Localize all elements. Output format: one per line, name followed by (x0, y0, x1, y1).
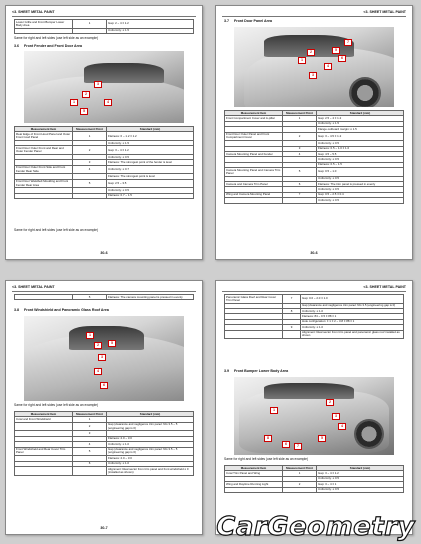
marker: 8 (264, 435, 272, 442)
cell-point: 6 (283, 182, 317, 187)
section-heading (224, 369, 404, 373)
manual-page-3 (5, 280, 203, 535)
top-table (14, 294, 194, 300)
measurement-table (14, 411, 194, 476)
cell-item (15, 193, 73, 198)
marker: 1 (270, 407, 278, 414)
car-window (84, 63, 164, 83)
top-table (14, 19, 194, 34)
marker: 3 (94, 81, 102, 88)
column-header: Measurement Point (283, 466, 317, 471)
cell-point: 2 (73, 146, 107, 155)
cell-point: 3 (73, 431, 107, 436)
marker: 5 (108, 340, 116, 347)
page-header: <3. SHEET METAL PAINT (222, 9, 406, 17)
cell-standard: Gap: 0.5 ~ 2.5 ± 0.4 (317, 192, 404, 197)
cell-standard: Flatness: 84 ~ 0.5 ± 88 ± 1 (301, 314, 404, 319)
column-header: Standard (mm) (107, 127, 194, 132)
cell-point: 3 (283, 146, 317, 151)
page-number: 30-6 (310, 251, 318, 255)
cell-standard: Alignment: Real sector from trim panel and front windshield ≤ 0 (installed as shown) (107, 466, 194, 475)
cell-point: 1 (283, 116, 317, 121)
marker: 1 (86, 332, 94, 339)
cell-point: 2 (73, 422, 107, 431)
cell-standard: Uniformity: ≤ 1.0 (107, 442, 194, 447)
marker: 4 (104, 99, 112, 106)
table-row (15, 466, 194, 475)
cell-standard: Gap: 3 ~ 4 ± 1 (317, 482, 404, 487)
page-header: <3. SHEET METAL PAINT (222, 284, 406, 292)
marker: 4 (94, 368, 102, 375)
cell-point: 2 (283, 132, 317, 141)
cell-point: 7 (283, 295, 301, 304)
cell-point: 1 (73, 20, 107, 29)
marker: 7 (294, 443, 302, 450)
table-row (225, 168, 404, 177)
cell-item: Rear Edge of Front Hood Panel and Outer Front Cowl Panel (15, 132, 73, 141)
cell-standard: Gap: 2.5 ~ 4 ± 1.2 (317, 116, 404, 121)
marker: 3 (98, 354, 106, 361)
marker: 5 (332, 47, 340, 54)
manual-page-4 (215, 280, 413, 535)
cell-standard: Hole configuration: ± 1 ± 2 ~ 3.8 ± 88 ± 1 (301, 319, 404, 324)
cell-point: 6 (73, 461, 107, 466)
note: Same for right and left sides (use left side as an example) (14, 36, 99, 40)
cell-standard: Uniformity: ≤ 0.5 (107, 154, 194, 159)
table-row (225, 132, 404, 141)
cell-item: Front Door Outer Front and Rear and Outer Fender Panel (15, 146, 73, 155)
cell-standard: Gap (clearance and negligence trim panel: NG 3.5 (engineering gap is 0) (301, 303, 404, 308)
cell-item: Lower Grille and Front Bumper Lower Body Area (15, 20, 73, 29)
cell-item: Wing and Daytime Running Light (225, 482, 283, 487)
cell-item: Front Door Outer Panel and Front Compartment Cover (225, 132, 283, 141)
cell-item: Camera Mounting Panel and Fender (225, 151, 283, 156)
section-title: Front Bumper Lower Body Area (234, 369, 289, 373)
marker: 2 (307, 49, 315, 56)
cell-standard: Uniformity: ≤ 0.7 (107, 165, 194, 174)
cell-standard: Flange outboard margin: ≤ 1.5 (317, 127, 404, 132)
section-title: Front Door Panel Area (234, 19, 273, 23)
cell-standard: Uniformity: ≤ 1.0 (107, 461, 194, 466)
cell-standard: Uniformity: ≤ 1.5 (107, 28, 194, 33)
cell-point: 1 (73, 417, 107, 422)
car-wheel (349, 77, 381, 107)
note: Same for right and left sides (use left side as an example) (224, 457, 309, 461)
cell-standard: Uniformity: ≤ 0.5 (317, 487, 404, 492)
marker: 6 (282, 441, 290, 448)
cell-standard: Flatness: The strongest point is level (107, 174, 194, 179)
marker: 6 (338, 55, 346, 62)
column-header: Measurement Item (225, 466, 283, 471)
measurement-table (14, 126, 194, 199)
cell-standard: Uniformity: ≤ 0.5 (107, 188, 194, 193)
table-row (15, 179, 194, 188)
cell-point: 4 (73, 442, 107, 447)
cell-standard: Flatness: 0 ~ 1.2 ± 1.2 (107, 132, 194, 141)
cell-standard: Flatness: 0.7 ~ 1.5 (107, 193, 194, 198)
manual-page-2 (215, 5, 413, 260)
cell-standard: Gap: 4.5 ~ 5.5 (317, 151, 404, 156)
page-header: <3. SHEET METAL PAINT (12, 284, 196, 292)
column-header: Measurement Point (73, 412, 107, 417)
cell-point: 5 (283, 168, 317, 177)
cell-standard: Uniformity: ≤ 0.5 (317, 176, 404, 181)
table-row (15, 146, 194, 155)
column-header: Measurement Point (73, 127, 107, 132)
cell-item: Camera Mounting Panel and Camera Trim Panel (225, 168, 283, 177)
page-number: 30-6 (100, 251, 108, 255)
cell-point: 7 (283, 192, 317, 197)
cell-point (283, 487, 317, 492)
column-header: Measurement Item (225, 111, 283, 116)
cell-item: Cowl Trim Panel and Wing (225, 471, 283, 476)
cell-standard: Gap: 2 ~ 4 ± 1.2 (107, 20, 194, 29)
cell-standard: Gap: 0.0 ~ 2.0 ± 1.0 (301, 295, 404, 304)
table-row (225, 330, 404, 339)
cell-standard: Uniformity: ≤ 1.5 (317, 121, 404, 126)
marker: 3 (309, 72, 317, 79)
measurement-table (224, 110, 404, 204)
cell-item (15, 28, 73, 33)
cell-item (15, 422, 73, 431)
column-header: Measurement Point (283, 111, 317, 116)
table-row (15, 422, 194, 431)
cell-standard: Gap: 3 ~ 4 ± 1.2 (317, 471, 404, 476)
cell-standard: Uniformity: ≤ 1.0 (301, 308, 404, 313)
cell-item: Front Compartment Cover and A-pillar (225, 116, 283, 121)
marker: 2 (94, 342, 102, 349)
marker: 4 (338, 423, 346, 430)
cell-standard: Gap: 2.5 ~ 3.5 (107, 179, 194, 188)
table-row (15, 20, 194, 29)
column-header: Measurement Item (15, 127, 73, 132)
section-number: 3.7 (224, 19, 229, 23)
cell-standard: Flatness: 0.5 ~ 1.0 ± 1.0 (317, 146, 404, 151)
marker: 2 (82, 91, 90, 98)
table-row (15, 132, 194, 141)
table-row (225, 198, 404, 203)
top-table (224, 294, 404, 339)
cell-standard: Gap: 3 ~ 4 ± 1.2 (107, 146, 194, 155)
page-number: 30-7 (100, 526, 108, 530)
cell-point: 1 (283, 471, 317, 476)
cell-standard: Uniformity: ≤ 0.5 (317, 198, 404, 203)
section-number: 3.9 (224, 369, 229, 373)
cell-point (283, 330, 301, 339)
cell-standard: Gap: 3 ~ 4.5 ± 1.2 (317, 132, 404, 141)
marker: 3 (332, 413, 340, 420)
section-heading (14, 308, 194, 312)
marker: 7 (344, 39, 352, 46)
section-heading (14, 44, 194, 48)
cell-point: 2 (283, 482, 317, 487)
manual-page-1 (5, 5, 203, 260)
marker: 6 (100, 382, 108, 389)
cell-item: Wing and Camera Mounting Panel (225, 192, 283, 197)
cell-point: 9 (283, 325, 301, 330)
column-header: Standard (mm) (317, 111, 404, 116)
cell-point (283, 198, 317, 203)
cell-standard: Gap: 0.5 ~ 1.0 (317, 168, 404, 177)
cell-item: Front Door Outer Front Side and Front Fender Rear Side (15, 165, 73, 174)
marker: 5 (318, 435, 326, 442)
cell-point: 3 (73, 160, 107, 165)
cell-item (225, 198, 283, 203)
column-header: Standard (mm) (317, 466, 404, 471)
marker: 4 (324, 63, 332, 70)
cell-point (73, 193, 107, 198)
cell-point (73, 28, 107, 33)
cell-item: Front Windshield and Rear Cover Trim Panel (15, 447, 73, 456)
cell-standard: Uniformity: ≤ 0.5 (317, 187, 404, 192)
cell-standard: Uniformity: ≤ 0.5 (317, 476, 404, 481)
cell-standard: Flatness: The strongest point of the fender is level (107, 160, 194, 165)
marker: 1 (298, 57, 306, 64)
cell-point: 5 (73, 295, 107, 300)
marker: 5 (80, 108, 88, 115)
cell-standard: Gap (clearance and negligence trim panel: NG 3.5 ~ 5 (engineering gap is 0) (107, 447, 194, 456)
watermark-logo: CarGeometry (216, 512, 415, 542)
cell-standard: Alignment: Real sector from trim panel and panoramic glass roof installed as shown (301, 330, 404, 339)
cell-point: 4 (283, 151, 317, 156)
cell-standard: Uniformity: ≤ 0.5 (317, 157, 404, 162)
table-row (225, 295, 404, 304)
cell-item (225, 487, 283, 492)
cell-point: 1 (73, 132, 107, 141)
car-window (264, 383, 354, 399)
cell-point: 5 (73, 447, 107, 456)
cell-item (225, 330, 283, 339)
table-row (15, 447, 194, 456)
cell-standard: Flatness: The trim panel is pressed in evenly (317, 182, 404, 187)
cell-standard: Gap (clearance and negligence trim panel: NG 3.5 ~ 5 (engineering gap is 0) (107, 422, 194, 431)
car-photo (234, 27, 394, 107)
column-header: Measurement Item (15, 412, 73, 417)
cell-standard: Flatness: 0.5 ~ 1.5 (317, 162, 404, 167)
cell-standard: Uniformity: ≤ 0.5 (317, 141, 404, 146)
note: Same for right and left sides (use left side as an example) (14, 228, 99, 232)
car-photo (24, 316, 184, 401)
section-title: Front Windshield and Panoramic Glass Roof Area (24, 308, 109, 312)
cell-item: Front Door Waistbelt Moulding and Front Fender Rear Area (15, 179, 73, 188)
table-row (225, 487, 404, 492)
cell-standard: Uniformity: ≤ 1.5 (107, 140, 194, 145)
section-title: Front Fender and Front Door Area (24, 44, 82, 48)
cell-point: 8 (283, 308, 301, 313)
marker: 1 (70, 99, 78, 106)
table-row (15, 295, 194, 300)
car-photo (24, 51, 184, 123)
cell-item: Camera and Camera Trim Panel (225, 182, 283, 187)
table-row (15, 193, 194, 198)
note: Same for right and left sides (use left side as an example) (14, 403, 99, 407)
cell-point (73, 466, 107, 475)
section-number: 3.8 (14, 308, 19, 312)
car-wheel (354, 419, 384, 449)
section-number: 3.6 (14, 44, 19, 48)
measurement-table (224, 465, 404, 493)
cell-point: 5 (73, 179, 107, 188)
cell-item: Panoramic Glass Roof and Rear Cover Trim Panel (225, 295, 283, 304)
section-heading (224, 19, 404, 23)
table-row (15, 165, 194, 174)
cell-standard: Flatness: 2.0 ~ 3.0 (107, 436, 194, 441)
cell-point: 4 (73, 165, 107, 174)
cell-standard: Flatness: The camera mounting panel is pressed in evenly (107, 295, 194, 300)
cell-item (15, 466, 73, 475)
table-row (15, 28, 194, 33)
cell-standard: Flatness: 2.0 ~ 3.0 (107, 456, 194, 461)
car-window (69, 326, 144, 350)
column-header: Standard (mm) (107, 412, 194, 417)
marker: 2 (326, 399, 334, 406)
car-photo (234, 377, 394, 455)
cell-item: Cowl and Front Windshield (15, 417, 73, 422)
page-header: <3. SHEET METAL PAINT (12, 9, 196, 17)
cell-item (15, 295, 73, 300)
cell-standard: Uniformity: ≤ 1.0 (301, 325, 404, 330)
